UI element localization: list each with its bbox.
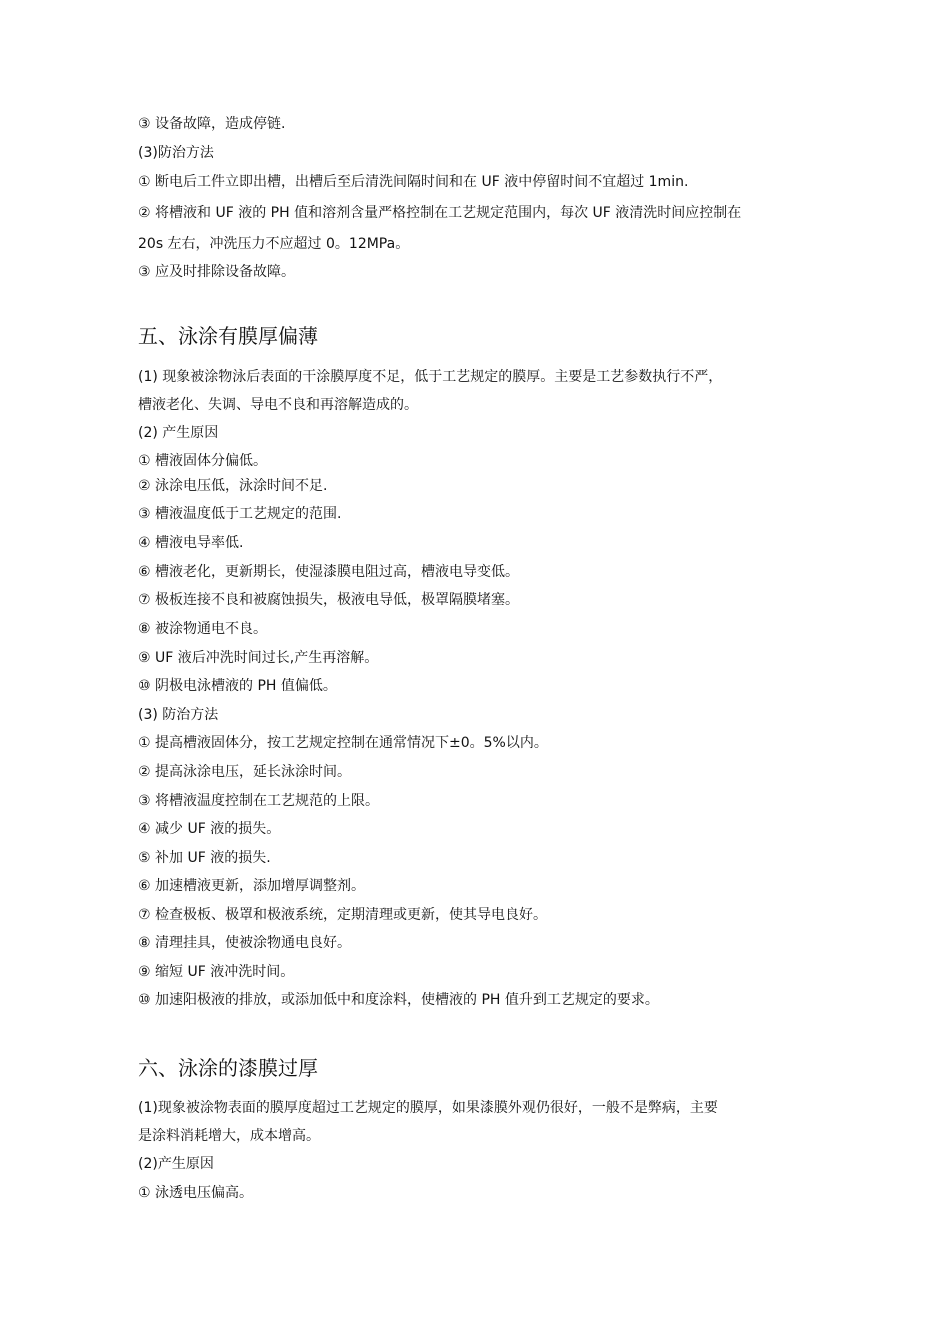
paragraph-line: 20s 左右，冲洗压力不应超过 0。12MPa。 [138,236,410,252]
list-item: ⑩ 阴极电泳槽液的 PH 值偏低。 [138,678,337,694]
list-item: ⑨ 缩短 UF 液冲洗时间。 [138,964,295,980]
list-item: ① 泳透电压偏高。 [138,1185,254,1201]
paragraph-line: (1) 现象被涂物泳后表面的干涂膜厚度不足，低于工艺规定的膜厚。主要是工艺参数执行不严， [138,369,723,385]
list-item: ⑦ 极板连接不良和被腐蚀损失，极液电导低，极罩隔膜堵塞。 [138,592,519,608]
subsection-heading: (3)防治方法 [138,145,214,161]
list-item: ② 提高泳涂电压，延长泳涂时间。 [138,764,352,780]
paragraph-line: (1)现象被涂物表面的膜厚度超过工艺规定的膜厚，如果漆膜外观仍很好，一般不是弊病，主要 [138,1100,718,1116]
list-item: ③ 设备故障，造成停链. [138,116,286,132]
list-item: ① 断电后工件立即出槽，出槽后至后清洗间隔时间和在 UF 液中停留时间不宜超过 1min. [138,174,689,190]
subsection-heading: (2) 产生原因 [138,425,219,441]
paragraph-line: 是涂料消耗增大，成本增高。 [138,1128,320,1144]
paragraph-line: 槽液老化、失调、导电不良和再溶解造成的。 [138,397,418,413]
subsection-heading: (3) 防治方法 [138,707,219,723]
list-item: ⑧ 清理挂具，使被涂物通电良好。 [138,935,352,951]
list-item: ⑥ 加速槽液更新，添加增厚调整剂。 [138,878,366,894]
section-heading: 五、泳涂有膜厚偏薄 [138,324,318,348]
list-item: ⑤ 补加 UF 液的损失. [138,850,271,866]
list-item: ⑩ 加速阳极液的排放，或添加低中和度涂料，使槽液的 PH 值升到工艺规定的要求。 [138,992,659,1008]
list-item: ① 槽液固体分偏低。 [138,453,268,469]
list-item: ④ 减少 UF 液的损失。 [138,821,281,837]
list-item: ⑥ 槽液老化，更新期长，使湿漆膜电阻过高，槽液电导变低。 [138,564,519,580]
list-item: ① 提高槽液固体分，按工艺规定控制在通常情况下±0。5%以内。 [138,735,548,751]
section-heading: 六、泳涂的漆膜过厚 [138,1056,318,1080]
list-item: ② 泳涂电压低，泳涂时间不足. [138,478,328,494]
list-item: ③ 将槽液温度控制在工艺规范的上限。 [138,793,379,809]
list-item: ⑧ 被涂物通电不良。 [138,621,268,637]
list-item: ⑦ 检查极板、极罩和极液系统，定期清理或更新，使其导电良好。 [138,907,547,923]
list-item: ③ 槽液温度低于工艺规定的范围. [138,506,342,522]
list-item: ③ 应及时排除设备故障。 [138,264,296,280]
list-item: ⑨ UF 液后冲洗时间过长,产生再溶解。 [138,650,379,666]
list-item: ④ 槽液电导率低. [138,535,244,551]
list-item: ② 将槽液和 UF 液的 PH 值和溶剂含量严格控制在工艺规定范围内，每次 UF 液清洗时间应控制在 [138,205,742,221]
subsection-heading: (2)产生原因 [138,1156,214,1172]
